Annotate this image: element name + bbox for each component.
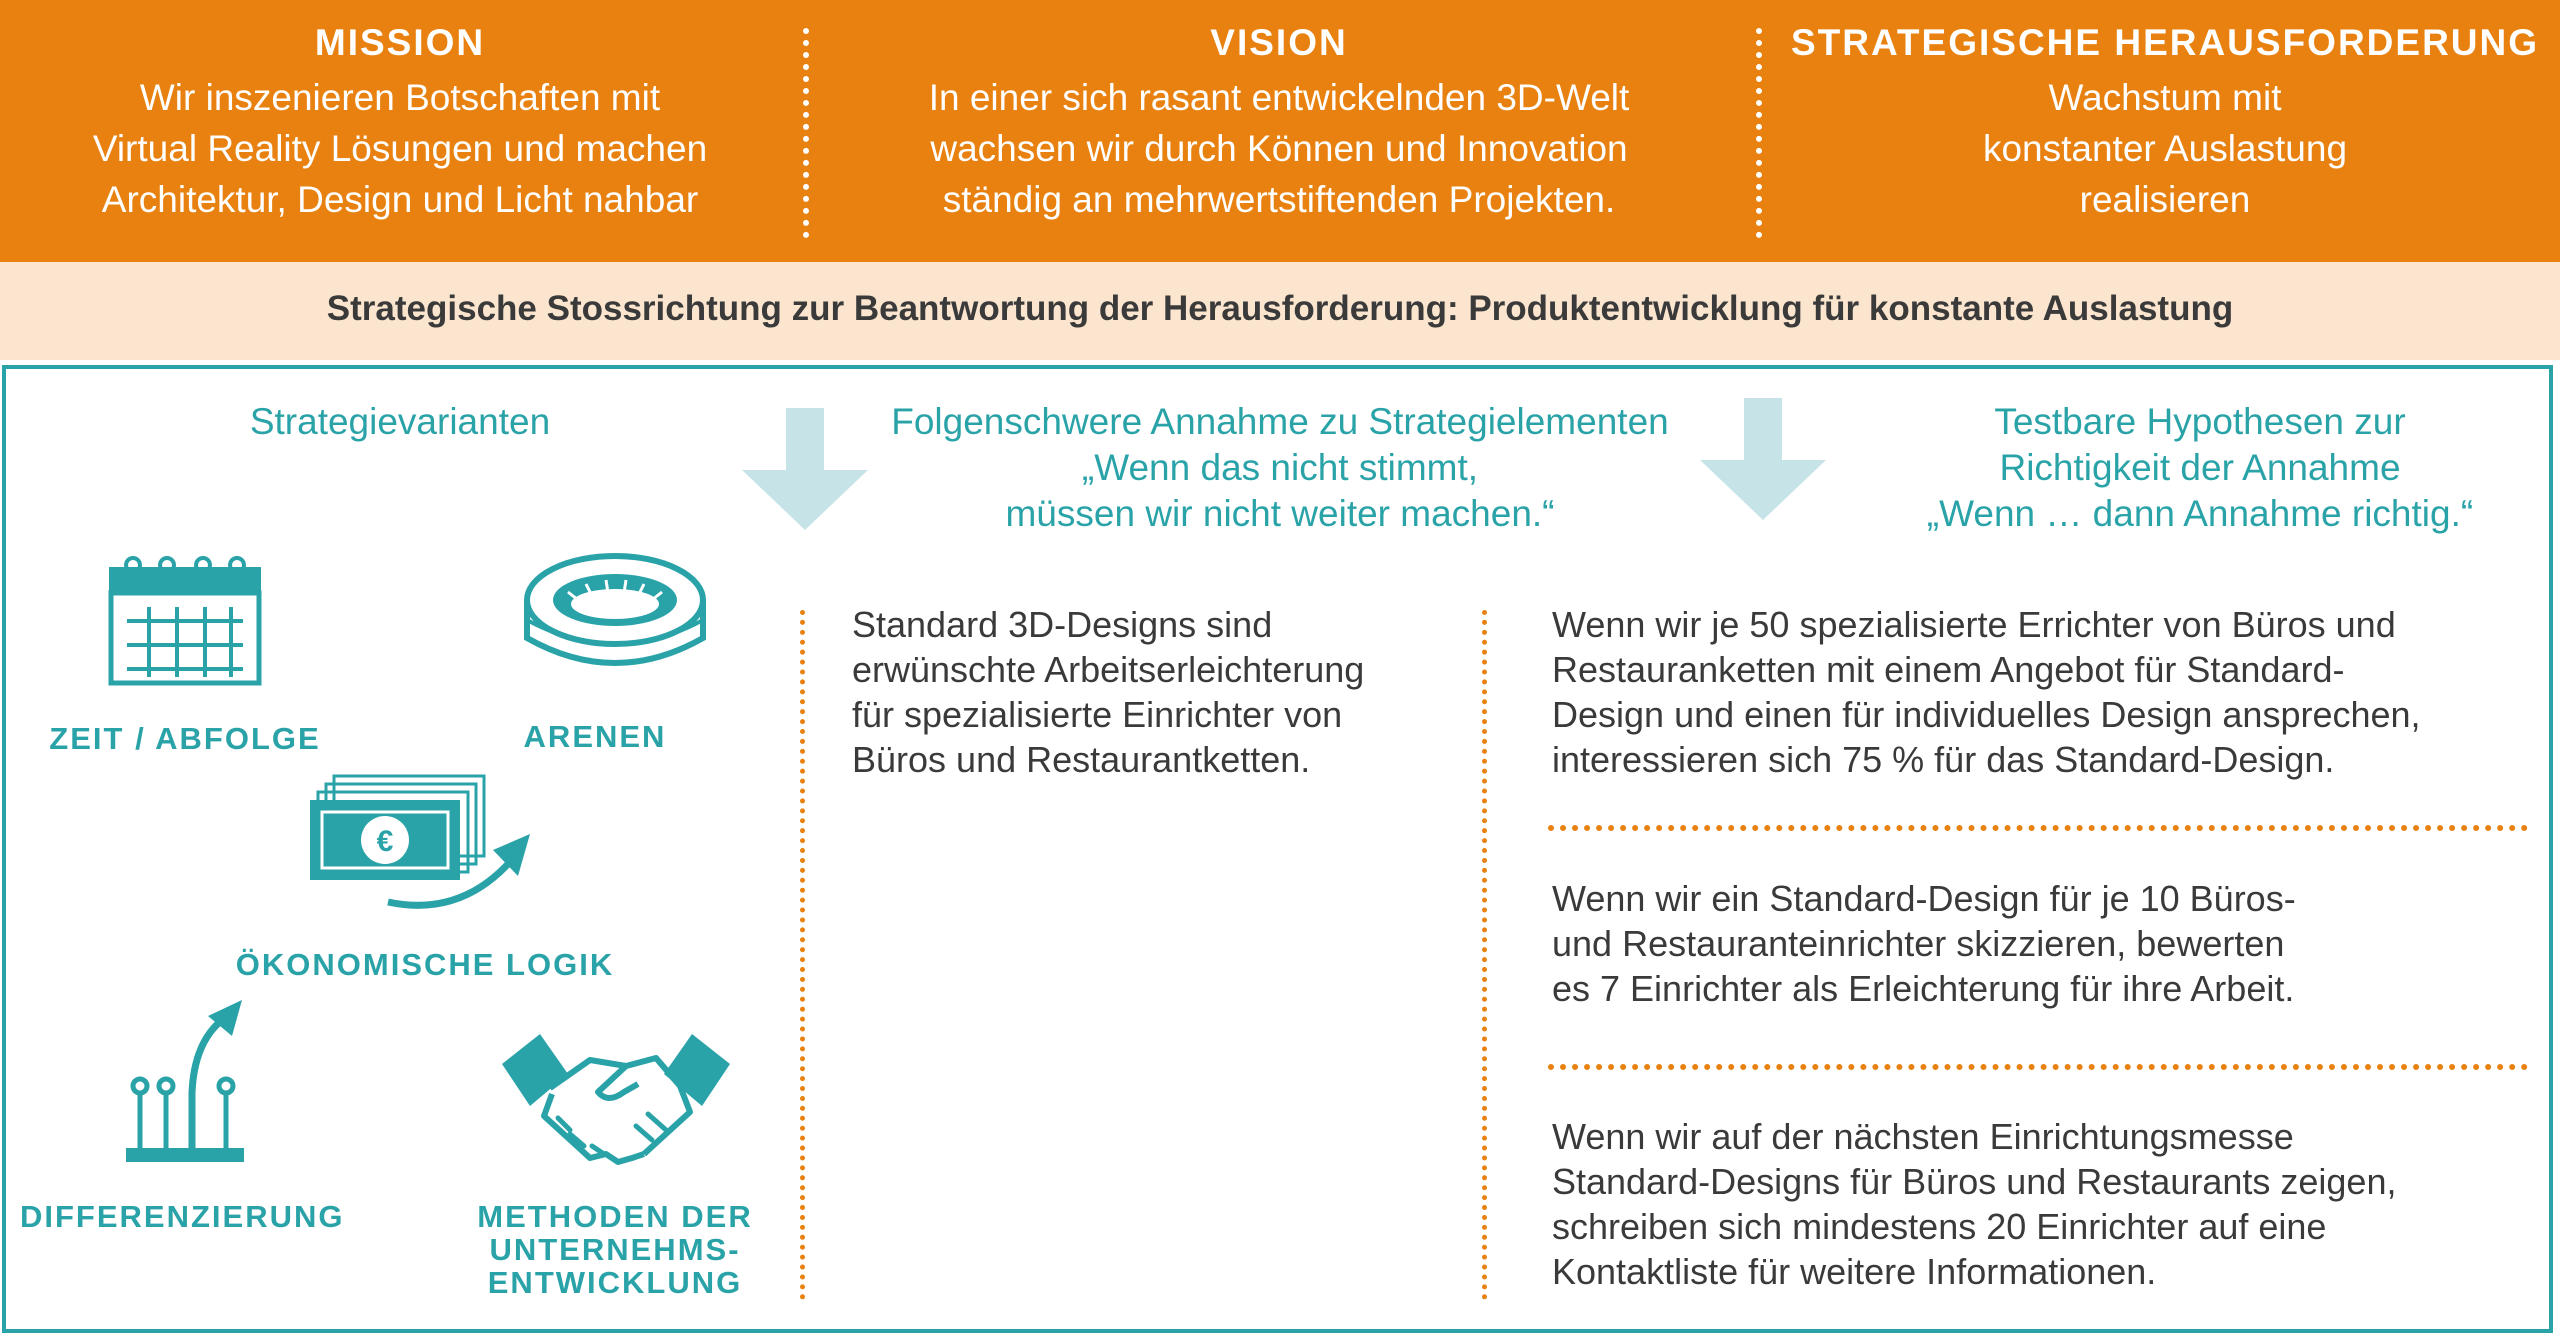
- hypothesis-line: und Restauranteinrichter skizzieren, bewerten: [1552, 923, 2285, 964]
- vision-title: VISION: [1210, 22, 1348, 63]
- methods-label: [470, 1200, 760, 1299]
- hypothesis-line: Standard-Designs für Büros und Restaurants zeigen,: [1552, 1161, 2397, 1202]
- separator-dotted: [800, 610, 805, 1300]
- calendar-icon: [105, 553, 265, 688]
- separator-dotted: [1548, 1064, 2528, 1070]
- hypotheses-heading-line: Testbare Hypothesen zur: [1994, 401, 2406, 442]
- euro-symbol: €: [376, 825, 394, 858]
- hypothesis-line: schreiben sich mindestens 20 Einrichter auf eine: [1552, 1206, 2327, 1247]
- hypothesis-line: interessieren sich 75 % für das Standard-Design.: [1552, 739, 2335, 780]
- assumption-line: erwünschte Arbeitserleichterung: [852, 649, 1365, 690]
- hypothesis-item: [1552, 876, 2542, 1011]
- growth-chart-icon: [118, 998, 258, 1168]
- challenge-block: [1770, 22, 2560, 225]
- hypothesis-line: Restauranketten mit einem Angebot für Standard-: [1552, 649, 2345, 690]
- separator-dotted: [1482, 610, 1487, 1300]
- hypothesis-line: Wenn wir ein Standard-Design für je 10 Büros-: [1552, 878, 2296, 919]
- mission-title: MISSION: [314, 22, 486, 63]
- hypotheses-heading: [1860, 399, 2540, 537]
- vision-line: In einer sich rasant entwickelnden 3D-Welt: [928, 77, 1630, 118]
- hypothesis-line: Wenn wir auf der nächsten Einrichtungsmesse: [1552, 1116, 2294, 1157]
- mission-text: [0, 72, 800, 225]
- mission-line: Virtual Reality Lösungen und machen: [92, 128, 708, 169]
- hypothesis-item: [1552, 602, 2542, 782]
- vision-block: [810, 22, 1748, 225]
- down-arrow-icon: [740, 408, 870, 532]
- challenge-text: [1770, 72, 2560, 225]
- assumption-text: [852, 602, 1452, 782]
- assumption-heading-line: müssen wir nicht weiter machen.“: [1005, 493, 1555, 534]
- challenge-title: STRATEGISCHE HERAUSFORDERUNG: [1790, 22, 2540, 63]
- methods-label-line: UNTERNEHMS-: [489, 1232, 741, 1267]
- assumption-line: Büros und Restaurantketten.: [852, 739, 1311, 780]
- time-label: ZEIT / ABFOLGE: [49, 721, 321, 756]
- assumption-heading: [840, 399, 1720, 537]
- variants-heading: [200, 399, 600, 445]
- methods-label-line: ENTWICKLUNG: [487, 1265, 743, 1300]
- hypothesis-line: es 7 Einrichter als Erleichterung für ihre Arbeit.: [1552, 968, 2295, 1009]
- hypotheses-heading-line: „Wenn … dann Annahme richtig.“: [1926, 493, 2474, 534]
- challenge-line: realisieren: [2079, 179, 2251, 220]
- strategy-direction-band: Strategische Stossrichtung zur Beantwortung der Herausforderung: Produktentwicklung für konstante Auslastung: [0, 262, 2560, 360]
- separator-dotted: [1548, 825, 2528, 831]
- stadium-icon: [520, 548, 710, 688]
- separator-dotted: [803, 28, 809, 238]
- handshake-icon: [498, 1030, 734, 1180]
- top-banner: [0, 0, 2560, 262]
- vision-line: ständig an mehrwertstiftenden Projekten.: [942, 179, 1616, 220]
- assumption-heading-line: Folgenschwere Annahme zu Strategielementen: [891, 401, 1669, 442]
- variants-title: Strategievarianten: [249, 401, 551, 442]
- mission-line: Wir inszenieren Botschaften mit: [139, 77, 661, 118]
- arenas-label: ARENEN: [523, 719, 667, 754]
- economic-label: ÖKONOMISCHE LOGIK: [235, 947, 615, 982]
- money-icon: [308, 772, 548, 922]
- hypothesis-line: Kontaktliste für weitere Informationen.: [1552, 1251, 2157, 1292]
- vision-text: [810, 72, 1748, 225]
- mission-block: [0, 22, 800, 225]
- challenge-line: konstanter Auslastung: [1982, 128, 2348, 169]
- assumption-heading-line: „Wenn das nicht stimmt,: [1081, 447, 1479, 488]
- hypothesis-item: [1552, 1114, 2542, 1294]
- hypotheses-heading-line: Richtigkeit der Annahme: [1999, 447, 2401, 488]
- methods-label-line: METHODEN DER: [477, 1199, 753, 1234]
- down-arrow-icon: [1698, 398, 1828, 522]
- hypothesis-line: Wenn wir je 50 spezialisierte Errichter von Büros und: [1552, 604, 2396, 645]
- separator-dotted: [1756, 28, 1762, 238]
- vision-line: wachsen wir durch Können und Innovation: [930, 128, 1628, 169]
- assumption-line: für spezialisierte Einrichter von: [852, 694, 1343, 735]
- hypothesis-line: Design und einen für individuelles Design ansprechen,: [1552, 694, 2421, 735]
- assumption-line: Standard 3D-Designs sind: [852, 604, 1273, 645]
- differentiation-label: DIFFERENZIERUNG: [20, 1199, 345, 1234]
- mission-line: Architektur, Design und Licht nahbar: [101, 179, 699, 220]
- challenge-line: Wachstum mit: [2048, 77, 2282, 118]
